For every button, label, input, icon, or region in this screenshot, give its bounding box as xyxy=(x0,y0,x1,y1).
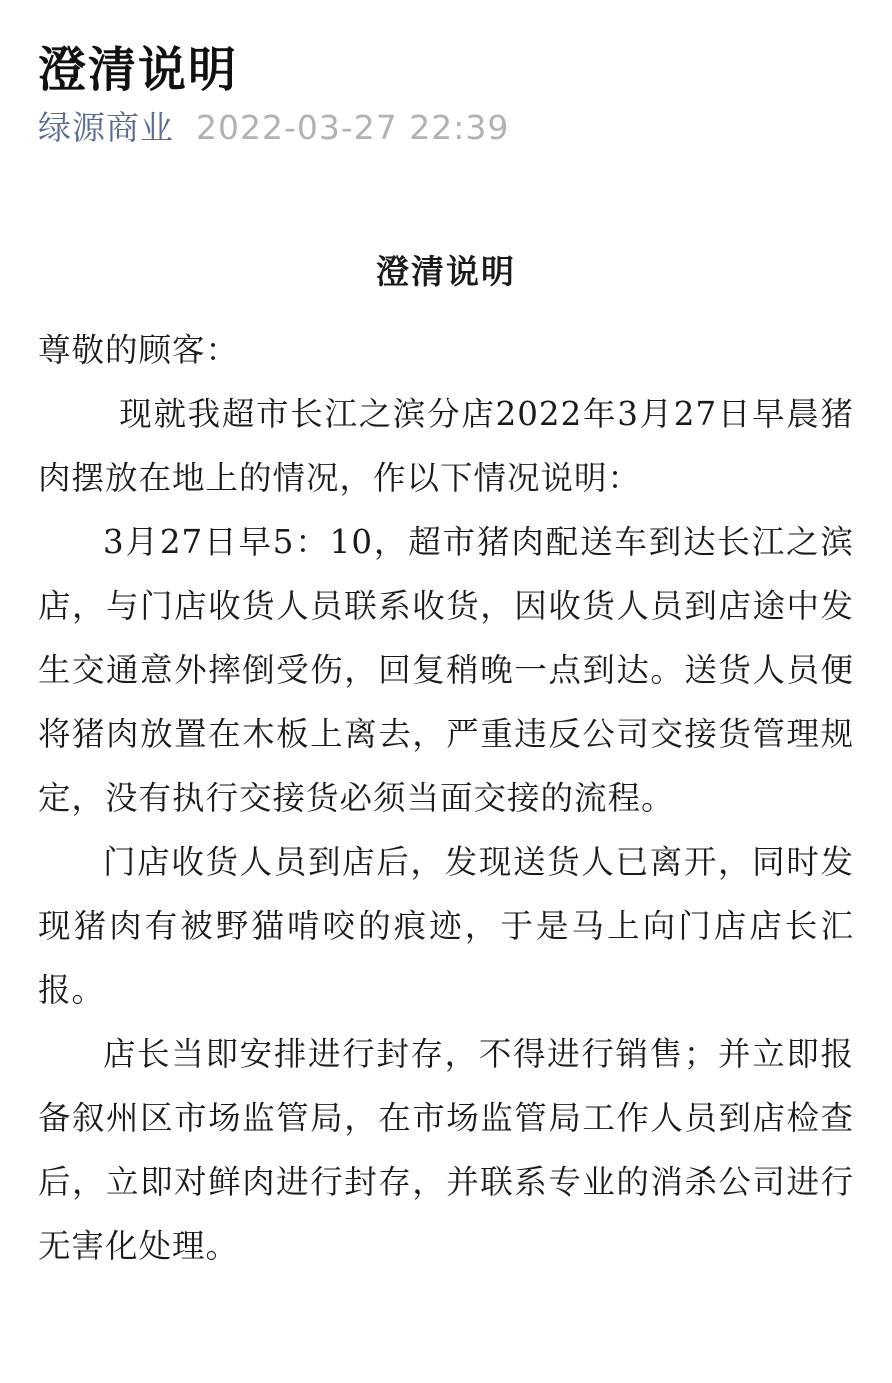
salutation: 尊敬的顾客： xyxy=(38,331,240,369)
paragraph: 3月27日早5：10，超市猪肉配送车到达长江之滨店，与门店收货人员联系收货，因收货人员到店途中发生交通意外摔倒受伤，回复稍晚一点到达。送货人员便将猪肉放置在木板上离去，严重违反公司交接货管理规定，没有执行交接货必须当面交接的流程。 xyxy=(38,523,854,817)
document-heading: 澄清说明 xyxy=(376,252,516,291)
article-meta xyxy=(38,104,509,152)
paragraph: 门店收货人员到店后，发现送货人已离开，同时发现猪肉有被野猫啃咬的痕迹，于是马上向门店店长汇报。 xyxy=(38,843,854,1009)
article-title: 澄清说明 xyxy=(38,42,239,99)
paragraph: 店长当即安排进行封存，不得进行销售；并立即报备叙州区市场监管局，在市场监管局工作人员到店检查后，立即对鲜肉进行封存，并联系专业的消杀公司进行无害化处理。 xyxy=(38,1035,854,1265)
document-body xyxy=(38,318,854,1278)
publish-time: 2022-03-27 22:39 xyxy=(196,108,510,147)
author-link[interactable]: 绿源商业 xyxy=(38,108,174,147)
paragraph: 现就我超市长江之滨分店2022年3月27日早晨猪肉摆放在地上的情况，作以下情况说明： xyxy=(38,395,854,497)
